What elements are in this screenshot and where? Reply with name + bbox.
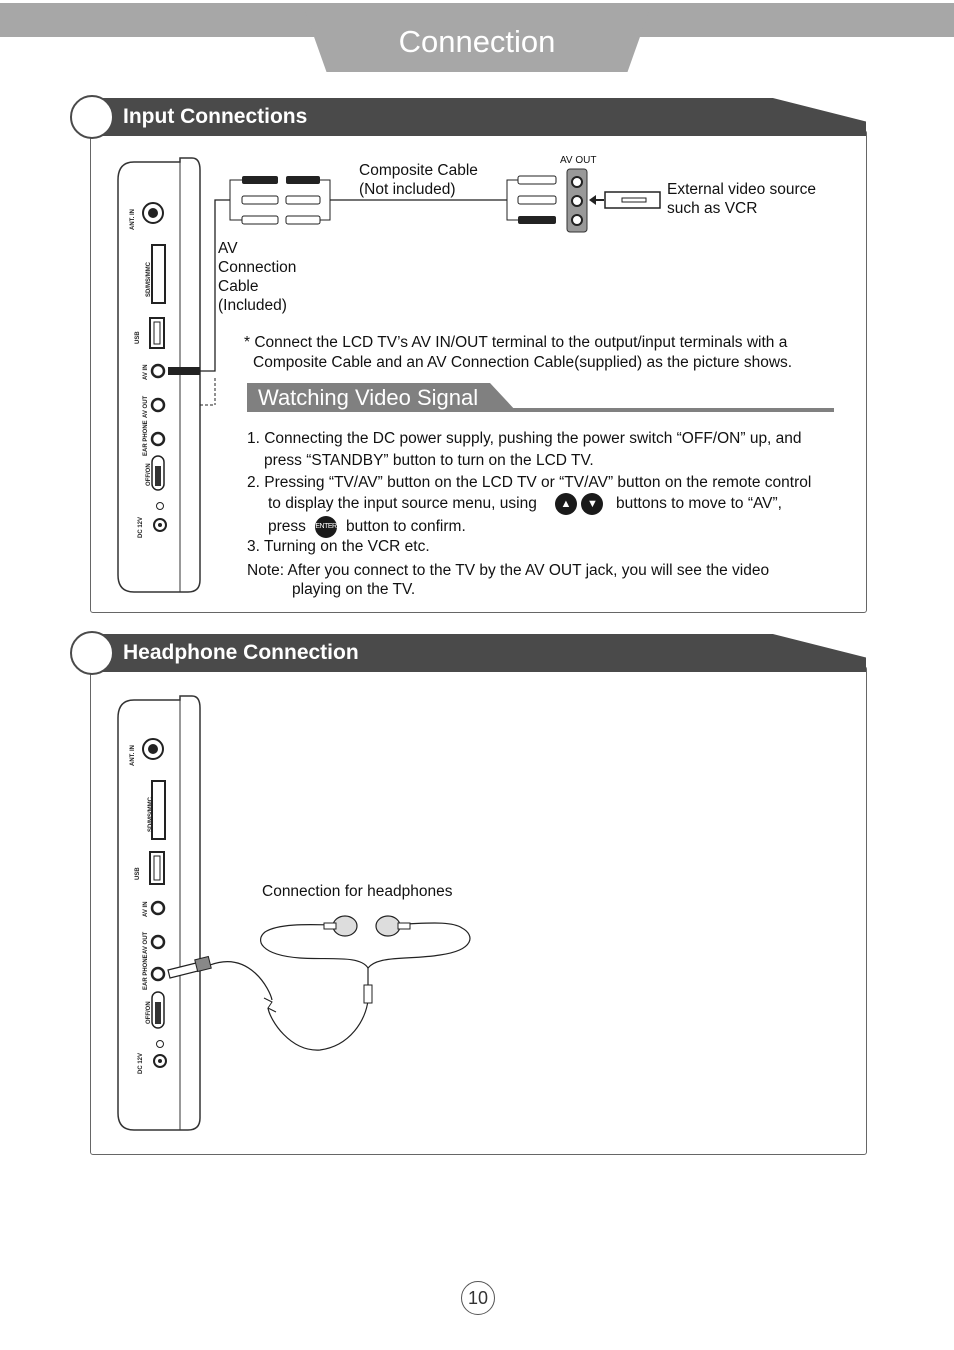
av-cable-label-1: AV [218,240,238,257]
av-cable-label-4: (Included) [218,297,287,314]
watching-title: Watching Video Signal [258,385,479,410]
step2-line3a: press [268,518,306,535]
step2-line2a: to display the input source menu, using [268,495,537,512]
external-source-label-2: such as VCR [667,200,758,217]
down-arrow-icon: ▼ [581,493,603,515]
headphone-connection-title: Headphone Connection [123,641,359,664]
composite-cable-label: Composite Cable [359,162,478,179]
step2-line3b: button to confirm. [346,518,466,535]
up-arrow-icon: ▲ [555,493,577,515]
ant-in-label: ANT. IN [130,209,136,230]
ant-in-label-2: ANT. IN [130,745,136,766]
page-number: 10 [461,1281,495,1315]
av-in-label: AV IN [143,364,149,380]
av-cable-label-2: Connection [218,259,297,276]
page-title: Connection [398,24,556,59]
earphone-label-2: EAR PHONE [143,954,149,990]
av-out-label: AV OUT [143,395,149,418]
watching-note-line1: Note: After you connect to the TV by the AV OUT jack, you will see the video [247,562,770,579]
av-in-label-2: AV IN [143,901,149,917]
usb-label: USB [135,331,141,344]
input-connections-title: Input Connections [123,105,308,128]
step3: 3. Turning on the VCR etc. [247,538,430,555]
external-source-label: External video source [667,181,817,198]
av-out-label-2: AV OUT [143,931,149,954]
dc-label: DC 12V [138,516,144,538]
usb-label-2: USB [135,867,141,880]
power-label: OFF/ON [146,463,152,486]
enter-icon: ENTER [315,516,337,538]
av-out-jack-label: AV OUT [560,155,597,166]
connection-note-line2: Composite Cable and an AV Connection Cable(supplied) as the picture shows. [253,354,793,371]
av-cable-label-3: Cable [218,278,259,295]
power-label-2: OFF/ON [146,1001,152,1024]
earphone-label: EAR PHONE [143,420,149,456]
headphone-connection-label: Connection for headphones [262,883,453,900]
step2-line1: 2. Pressing “TV/AV” button on the LCD TV or “TV/AV” button on the remote control [247,474,812,491]
connection-note-line1: * Connect the LCD TV’s AV IN/OUT terminal to the output/input terminals with a [244,334,788,351]
step1-line1: 1. Connecting the DC power supply, pushing the power switch “OFF/ON” up, and [247,430,802,447]
sd-label-2: SD/MS/MMC [148,797,154,832]
composite-cable-label-note: (Not included) [359,181,456,198]
watching-note-line2: playing on the TV. [292,581,416,598]
step2-line2b: buttons to move to “AV”, [616,495,782,512]
dc-label-2: DC 12V [138,1052,144,1074]
step1-line2: press “STANDBY” button to turn on the LCD TV. [264,452,594,469]
sd-label: SD/MS/MMC [146,262,152,297]
